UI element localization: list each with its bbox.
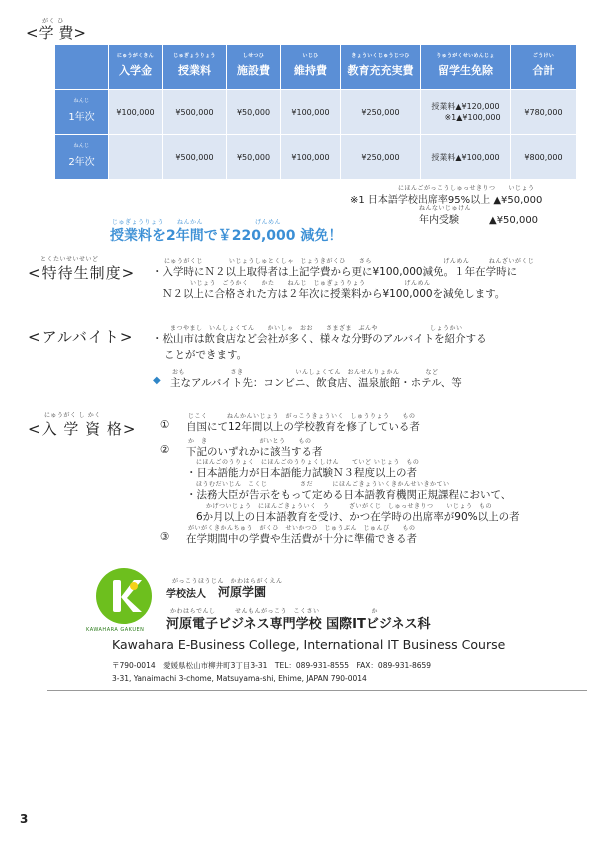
table-row — [55, 135, 577, 180]
note-jlpt-attendance: ※1 日本語学校出席率95%以上 ▲¥50,000 — [350, 195, 543, 206]
exemption-line: ※1▲¥100,000 — [444, 113, 501, 122]
item2b-ruby: ほうむだいじん こくじ さだ にほんごきょういくきかんせいきかてい — [196, 481, 450, 488]
item2-text: 下記のいずれかに該当する者 — [186, 446, 323, 458]
shikaku-title-ruby: にゅうがく し かく — [44, 412, 101, 419]
note-early-exam: 年内受験 ▲¥50,000 — [419, 215, 539, 226]
arbeit-line1-ruby: まつやまし いんしょくてん かいしゃ おお さまざま ぶんや しょうかい — [170, 325, 463, 332]
exemption-line: 授業料▲¥100,000 — [431, 152, 500, 162]
item2-ruby: か き がいとう もの — [188, 438, 312, 445]
total-cell: ¥800,000 — [511, 135, 577, 180]
item1-number: ① — [160, 419, 170, 431]
fee-table — [54, 44, 577, 180]
item2b-text: ・法務大臣が告示をもって定める日本語教育機関正規課程において、 — [186, 489, 512, 501]
item2-number: ② — [160, 444, 170, 456]
table-cell: ¥100,000 — [281, 90, 341, 135]
item1-ruby: じこく ねんかんいじょう がっこうきょういく しゅうりょう もの — [188, 413, 416, 420]
item2a-ruby: にほんごのうりょく にほんごのうりょくしけん ていど いじょう もの — [196, 459, 420, 466]
arbeit-line3: 主なアルバイト先：コンビニ、飲食店、温泉旅館・ホテル、等 — [170, 377, 462, 389]
col-header: きょういくじゅうじつひ 教育充充実費 — [341, 45, 421, 90]
row-header-year2: ねんじ 2年次 — [55, 135, 109, 180]
tokutai-line2: Ｎ２以上に合格された方は２年次に授業料から¥100,000を減免します。 — [162, 288, 506, 300]
col-header: ごうけい 合計 — [511, 45, 577, 90]
school-name-ruby: かわはらでんし せんもんがっこう こくさい か — [170, 608, 378, 615]
tokutai-line2-ruby: いじょう ごうかく かた ねんじ じゅぎょうりょう げんめん — [190, 280, 431, 287]
col-header: いじひ 維持費 — [281, 45, 341, 90]
logo-caption: KAWAHARA GAKUEN — [86, 627, 145, 633]
fees-title-ruby: がく ひ — [42, 18, 64, 25]
tokutai-title-ruby: とくたいせいせいど — [40, 256, 99, 263]
tokutai-line1-ruby: にゅうがくじ いじょうしゅとくしゃ じょうきがくひ さら げんめん ねんざいがくじ — [164, 258, 535, 265]
empty-diagonal-cell — [109, 135, 163, 180]
corp-ruby: がっこうほうじん かわはらがくえん — [172, 578, 283, 585]
item3-ruby: がいがくきかんちゅう がくひ せいかつひ じゅうぶん じゅんび もの — [188, 525, 416, 532]
address-en: 3-31, Yanaimachi 3-chome, Matsuyama-shi, Ehime, JAPAN 790-0014 — [112, 674, 367, 683]
table-cell: ¥50,000 — [227, 90, 281, 135]
table-cell: ¥250,000 — [341, 135, 421, 180]
school-name-en: Kawahara E-Business College, International IT Business Course — [112, 637, 506, 652]
exemption-cell — [421, 90, 511, 135]
item2c-text: 6か月以上の日本語教育を受け、かつ在学時の出席率が90%以上の者 — [196, 511, 520, 523]
table-cell: ¥250,000 — [341, 90, 421, 135]
arbeit-title: <アルバイト> — [28, 328, 134, 346]
col-header: じゅぎょうりょう 授業料 — [163, 45, 227, 90]
table-cell: ¥500,000 — [163, 135, 227, 180]
tokutai-title: <特待生制度> — [28, 264, 136, 282]
diamond-bullet-icon: ◆ — [153, 375, 161, 386]
total-cell: ¥780,000 — [511, 90, 577, 135]
row-header-year1: ねんじ 1年次 — [55, 90, 109, 135]
item3-text: 在学期間中の学費や生活費が十分に準備できる者 — [186, 533, 417, 545]
arbeit-line3-ruby: おも さき いんしょくてん おんせんりょかん など — [172, 369, 439, 376]
item2a-text: ・日本語能力が日本語能力試験Ｎ３程度以上の者 — [186, 467, 417, 479]
item3-number: ③ — [160, 531, 170, 543]
item1-text: 自国にて12年間以上の学校教育を修了している者 — [186, 421, 420, 433]
footer-divider — [47, 690, 587, 691]
promo-ruby: じゅぎょうりょう ねんかん げんめん — [112, 219, 282, 226]
promo-text: 授業料を2年間で￥220,000 減免！ — [110, 228, 343, 244]
corp-label: 学校法人 — [166, 589, 206, 600]
table-cell: ¥500,000 — [163, 90, 227, 135]
shikaku-title: <入 学 資 格> — [28, 420, 137, 438]
fees-title: <学 費> — [26, 24, 86, 42]
arbeit-line1: ・松山市は飲食店など会社が多く、様々な分野のアルバイトを紹介する — [152, 333, 487, 345]
note1-ruby: にほんごがっこうしゅっせきりつ いじょう — [398, 185, 535, 192]
fee-header-row — [55, 45, 577, 90]
table-cell: ¥100,000 — [109, 90, 163, 135]
col-header: にゅうがくきん 入学金 — [109, 45, 163, 90]
kawahara-logo-icon — [96, 568, 152, 624]
col-header: しせつひ 施設費 — [227, 45, 281, 90]
table-corner — [55, 45, 109, 90]
school-name-jp: 河原電子ビジネス専門学校 国際ITビジネス科 — [166, 617, 431, 632]
note2-ruby: ねんないじゅけん — [419, 205, 472, 212]
exemption-cell — [421, 135, 511, 180]
col-header: りゅうがくせいめんじょ 留学生免除 — [421, 45, 511, 90]
item2c-ruby: かげついじょう にほんごきょういく う ざいがくじ しゅっせきりつ いじょう もの — [206, 503, 493, 510]
address-jp: 〒790-0014 愛媛県松山市柳井町3丁目3-31 TEL：089-931-8555 FAX：089-931-8659 — [112, 661, 432, 670]
arbeit-line2: ことができます。 — [164, 349, 248, 361]
table-row — [55, 90, 577, 135]
table-cell: ¥100,000 — [281, 135, 341, 180]
table-cell: ¥50,000 — [227, 135, 281, 180]
page-number: 3 — [20, 812, 29, 826]
tokutai-line1: ・入学時にＮ２以上取得者は上記学費から更に¥100,000減免。１年在学時に — [152, 266, 518, 278]
corp-name: 河原学園 — [218, 585, 267, 599]
k-mark-icon — [96, 568, 152, 624]
exemption-line: 授業料▲¥120,000 — [431, 102, 500, 111]
